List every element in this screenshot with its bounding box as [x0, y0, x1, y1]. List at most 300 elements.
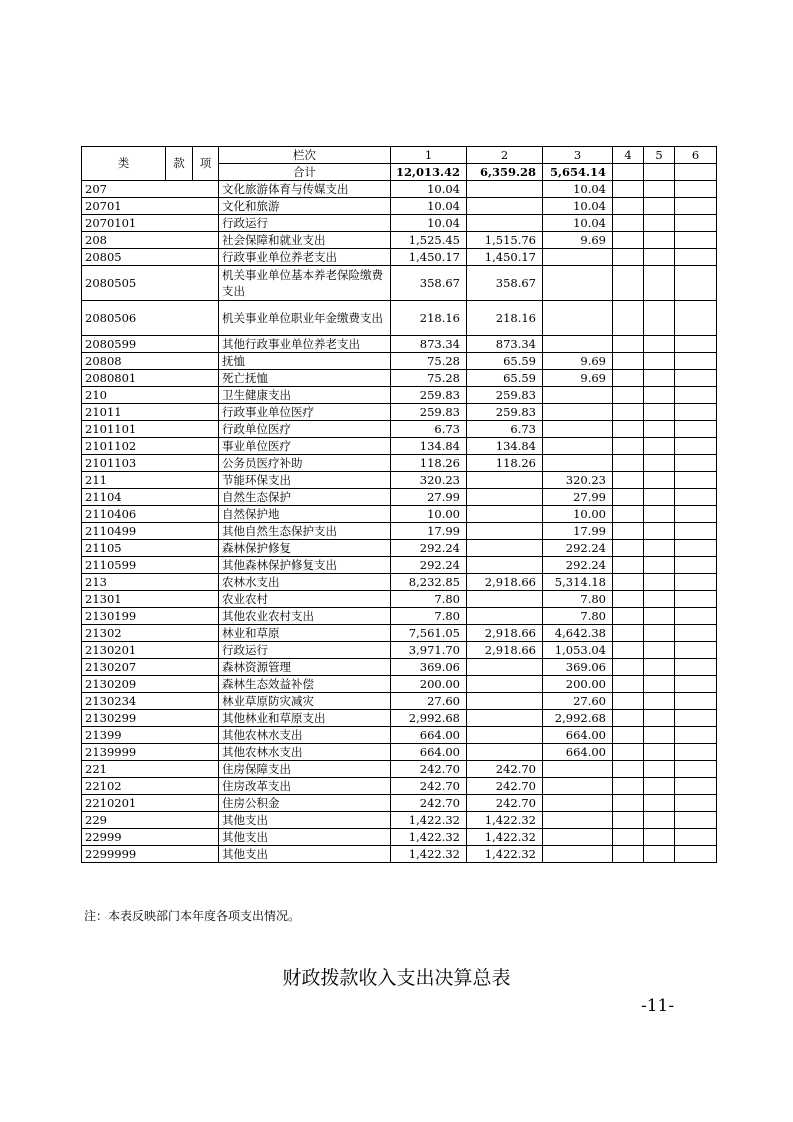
row-value-5: [644, 608, 675, 625]
row-value-2: 1,450.17: [467, 249, 543, 266]
row-value-4: [613, 778, 644, 795]
row-code: 2070101: [82, 215, 219, 232]
row-value-6: [675, 266, 717, 301]
row-value-1: 242.70: [391, 761, 467, 778]
row-value-5: [644, 625, 675, 642]
row-value-1: 320.23: [391, 472, 467, 489]
table-row: [82, 336, 717, 353]
row-value-3: [543, 846, 613, 863]
row-value-6: [675, 301, 717, 336]
row-value-1: 10.04: [391, 215, 467, 232]
row-value-6: [675, 591, 717, 608]
row-value-6: [675, 438, 717, 455]
row-value-2: 259.83: [467, 404, 543, 421]
row-value-2: 873.34: [467, 336, 543, 353]
row-value-5: [644, 659, 675, 676]
row-value-2: [467, 523, 543, 540]
row-value-1: 7.80: [391, 608, 467, 625]
row-name: 农业农村: [219, 591, 391, 608]
row-value-6: [675, 574, 717, 591]
row-value-3: 27.60: [543, 693, 613, 710]
table-row: [82, 198, 717, 215]
table-row: [82, 301, 717, 336]
row-value-3: 10.04: [543, 198, 613, 215]
row-value-5: [644, 812, 675, 829]
row-value-4: [613, 421, 644, 438]
row-value-2: [467, 506, 543, 523]
row-code: 213: [82, 574, 219, 591]
row-value-3: [543, 778, 613, 795]
row-value-5: [644, 438, 675, 455]
row-code: 21011: [82, 404, 219, 421]
row-value-2: 2,918.66: [467, 574, 543, 591]
row-code: 211: [82, 472, 219, 489]
row-value-6: [675, 523, 717, 540]
row-value-2: 242.70: [467, 778, 543, 795]
row-value-3: [543, 812, 613, 829]
table-row: [82, 455, 717, 472]
row-value-1: 664.00: [391, 744, 467, 761]
row-value-2: 65.59: [467, 353, 543, 370]
row-value-2: [467, 215, 543, 232]
row-value-6: [675, 761, 717, 778]
row-value-2: 242.70: [467, 761, 543, 778]
row-name: 节能环保支出: [219, 472, 391, 489]
row-name: 住房保障支出: [219, 761, 391, 778]
next-section-title: 财政拨款收入支出决算总表: [282, 967, 511, 989]
row-code: 229: [82, 812, 219, 829]
row-value-4: [613, 455, 644, 472]
row-name: 林业和草原: [219, 625, 391, 642]
header-col-1: 1: [391, 147, 467, 164]
row-code: 21301: [82, 591, 219, 608]
row-value-1: 218.16: [391, 301, 467, 336]
row-value-6: [675, 472, 717, 489]
row-value-6: [675, 540, 717, 557]
row-name: 死亡抚恤: [219, 370, 391, 387]
row-value-1: 10.04: [391, 181, 467, 198]
row-name: 抚恤: [219, 353, 391, 370]
table-row: [82, 249, 717, 266]
row-value-2: [467, 693, 543, 710]
row-value-2: 218.16: [467, 301, 543, 336]
row-value-5: [644, 676, 675, 693]
table-body: [82, 147, 717, 863]
row-code: 22102: [82, 778, 219, 795]
row-value-5: [644, 215, 675, 232]
row-value-4: [613, 404, 644, 421]
row-value-3: 5,314.18: [543, 574, 613, 591]
row-code: 210: [82, 387, 219, 404]
expenditure-table: [81, 146, 717, 863]
row-code: 21104: [82, 489, 219, 506]
row-code: 21399: [82, 727, 219, 744]
row-value-6: [675, 710, 717, 727]
row-value-6: [675, 353, 717, 370]
row-value-4: [613, 472, 644, 489]
row-code: 208: [82, 232, 219, 249]
row-value-1: 1,422.32: [391, 846, 467, 863]
row-value-4: [613, 557, 644, 574]
row-name: 住房公积金: [219, 795, 391, 812]
row-value-6: [675, 370, 717, 387]
row-name: 公务员医疗补助: [219, 455, 391, 472]
row-name: 其他林业和草原支出: [219, 710, 391, 727]
row-name: 其他农业农村支出: [219, 608, 391, 625]
row-value-1: 664.00: [391, 727, 467, 744]
row-value-2: [467, 198, 543, 215]
row-value-4: [613, 523, 644, 540]
row-value-5: [644, 795, 675, 812]
row-value-1: 259.83: [391, 387, 467, 404]
row-name: 森林资源管理: [219, 659, 391, 676]
row-value-5: [644, 506, 675, 523]
row-value-6: [675, 489, 717, 506]
row-value-3: 664.00: [543, 727, 613, 744]
table-row: [82, 727, 717, 744]
row-name: 其他行政事业单位养老支出: [219, 336, 391, 353]
row-value-2: 6.73: [467, 421, 543, 438]
row-value-4: [613, 693, 644, 710]
row-value-6: [675, 387, 717, 404]
table-row: [82, 744, 717, 761]
table-row: [82, 370, 717, 387]
row-value-4: [613, 301, 644, 336]
row-value-5: [644, 523, 675, 540]
row-value-2: 242.70: [467, 795, 543, 812]
row-name: 其他支出: [219, 829, 391, 846]
row-value-4: [613, 574, 644, 591]
row-value-1: 292.24: [391, 557, 467, 574]
row-value-5: [644, 198, 675, 215]
row-value-4: [613, 540, 644, 557]
header-lanci: 栏次: [219, 147, 391, 164]
row-name: 行政事业单位医疗: [219, 404, 391, 421]
row-value-4: [613, 370, 644, 387]
row-value-2: 118.26: [467, 455, 543, 472]
row-value-5: [644, 591, 675, 608]
table-row: [82, 557, 717, 574]
row-value-4: [613, 608, 644, 625]
row-code: 2101102: [82, 438, 219, 455]
table-row: [82, 642, 717, 659]
row-value-5: [644, 489, 675, 506]
row-value-6: [675, 506, 717, 523]
row-value-2: 2,918.66: [467, 625, 543, 642]
row-value-2: [467, 540, 543, 557]
row-name: 机关事业单位基本养老保险缴费支出: [219, 266, 391, 301]
row-value-2: [467, 181, 543, 198]
row-value-6: [675, 181, 717, 198]
row-value-4: [613, 232, 644, 249]
row-name: 文化和旅游: [219, 198, 391, 215]
header-col-3: 3: [543, 147, 613, 164]
header-col-2: 2: [467, 147, 543, 164]
row-value-4: [613, 846, 644, 863]
row-name: 卫生健康支出: [219, 387, 391, 404]
row-value-2: 1,422.32: [467, 812, 543, 829]
row-value-1: 259.83: [391, 404, 467, 421]
row-code: 20701: [82, 198, 219, 215]
row-value-6: [675, 404, 717, 421]
table-row: [82, 540, 717, 557]
row-value-1: 873.34: [391, 336, 467, 353]
row-value-6: [675, 676, 717, 693]
table-row: [82, 266, 717, 301]
row-value-2: [467, 489, 543, 506]
row-value-5: [644, 744, 675, 761]
total-value-4: [613, 164, 644, 181]
row-value-5: [644, 301, 675, 336]
row-value-5: [644, 693, 675, 710]
row-code: 221: [82, 761, 219, 778]
row-value-6: [675, 455, 717, 472]
row-value-1: 1,422.32: [391, 812, 467, 829]
row-value-6: [675, 846, 717, 863]
row-value-6: [675, 249, 717, 266]
row-value-3: [543, 336, 613, 353]
row-value-3: 664.00: [543, 744, 613, 761]
row-name: 行政事业单位养老支出: [219, 249, 391, 266]
row-code: 2299999: [82, 846, 219, 863]
row-value-4: [613, 710, 644, 727]
row-value-5: [644, 557, 675, 574]
table-row: [82, 812, 717, 829]
row-value-4: [613, 438, 644, 455]
row-value-2: 259.83: [467, 387, 543, 404]
row-value-1: 134.84: [391, 438, 467, 455]
row-code: 2110499: [82, 523, 219, 540]
table-row: [82, 659, 717, 676]
row-value-3: 10.00: [543, 506, 613, 523]
row-value-6: [675, 693, 717, 710]
row-value-5: [644, 710, 675, 727]
row-value-2: 358.67: [467, 266, 543, 301]
row-value-4: [613, 676, 644, 693]
row-value-6: [675, 215, 717, 232]
row-name: 森林保护修复: [219, 540, 391, 557]
row-code: 207: [82, 181, 219, 198]
row-value-4: [613, 812, 644, 829]
row-value-5: [644, 574, 675, 591]
row-value-4: [613, 215, 644, 232]
total-value-3: 5,654.14: [543, 164, 613, 181]
row-code: 20805: [82, 249, 219, 266]
row-value-3: [543, 438, 613, 455]
row-value-3: [543, 455, 613, 472]
row-value-1: 292.24: [391, 540, 467, 557]
row-value-1: 8,232.85: [391, 574, 467, 591]
table-row: [82, 387, 717, 404]
row-value-4: [613, 353, 644, 370]
row-value-3: 200.00: [543, 676, 613, 693]
row-code: 2110406: [82, 506, 219, 523]
header-col-4: 4: [613, 147, 644, 164]
row-code: 2080506: [82, 301, 219, 336]
row-code: 2130199: [82, 608, 219, 625]
row-value-1: 358.67: [391, 266, 467, 301]
row-value-4: [613, 336, 644, 353]
table-row: [82, 215, 717, 232]
row-value-1: 27.99: [391, 489, 467, 506]
row-value-6: [675, 829, 717, 846]
table-row: [82, 438, 717, 455]
row-value-3: [543, 829, 613, 846]
row-value-3: 7.80: [543, 608, 613, 625]
header-xiang: 项: [193, 147, 219, 181]
row-value-2: 65.59: [467, 370, 543, 387]
row-code: 2130207: [82, 659, 219, 676]
row-value-3: 10.04: [543, 181, 613, 198]
row-name: 其他农林水支出: [219, 727, 391, 744]
table-row: [82, 404, 717, 421]
row-value-5: [644, 387, 675, 404]
row-code: 2130209: [82, 676, 219, 693]
row-value-5: [644, 232, 675, 249]
row-value-5: [644, 846, 675, 863]
row-code: 21302: [82, 625, 219, 642]
row-value-3: 7.80: [543, 591, 613, 608]
row-value-5: [644, 778, 675, 795]
table-row: [82, 676, 717, 693]
row-value-6: [675, 727, 717, 744]
row-code: 2210201: [82, 795, 219, 812]
row-code: 2139999: [82, 744, 219, 761]
row-value-5: [644, 266, 675, 301]
row-value-2: 134.84: [467, 438, 543, 455]
row-value-3: [543, 795, 613, 812]
total-value-5: [644, 164, 675, 181]
row-name: 林业草原防灾减灾: [219, 693, 391, 710]
table-row: [82, 710, 717, 727]
row-name: 其他农林水支出: [219, 744, 391, 761]
row-value-4: [613, 659, 644, 676]
row-value-5: [644, 455, 675, 472]
row-value-4: [613, 829, 644, 846]
row-name: 自然保护地: [219, 506, 391, 523]
row-value-1: 118.26: [391, 455, 467, 472]
row-value-3: [543, 266, 613, 301]
row-value-2: [467, 591, 543, 608]
header-lei: 类: [82, 147, 166, 181]
row-value-5: [644, 404, 675, 421]
total-value-1: 12,013.42: [391, 164, 467, 181]
row-value-3: 9.69: [543, 353, 613, 370]
row-value-3: 9.69: [543, 232, 613, 249]
row-value-3: 27.99: [543, 489, 613, 506]
row-name: 住房改革支出: [219, 778, 391, 795]
table-row: [82, 591, 717, 608]
row-value-3: 292.24: [543, 557, 613, 574]
row-name: 其他支出: [219, 846, 391, 863]
row-value-4: [613, 198, 644, 215]
row-value-1: 369.06: [391, 659, 467, 676]
row-value-1: 10.04: [391, 198, 467, 215]
row-value-1: 1,525.45: [391, 232, 467, 249]
row-value-5: [644, 370, 675, 387]
table-row: [82, 608, 717, 625]
row-value-2: 2,918.66: [467, 642, 543, 659]
row-name: 行政单位医疗: [219, 421, 391, 438]
row-code: 20808: [82, 353, 219, 370]
row-value-6: [675, 336, 717, 353]
header-col-6: 6: [675, 147, 717, 164]
row-value-3: [543, 387, 613, 404]
row-value-1: 7,561.05: [391, 625, 467, 642]
row-value-1: 75.28: [391, 370, 467, 387]
row-value-2: [467, 676, 543, 693]
row-value-4: [613, 249, 644, 266]
row-value-1: 1,450.17: [391, 249, 467, 266]
row-value-1: 10.00: [391, 506, 467, 523]
row-value-1: 27.60: [391, 693, 467, 710]
table-row: [82, 795, 717, 812]
row-value-3: [543, 301, 613, 336]
table-note: 注：本表反映部门本年度各项支出情况。: [84, 909, 301, 923]
row-name: 机关事业单位职业年金缴费支出: [219, 301, 391, 336]
row-value-5: [644, 353, 675, 370]
row-value-1: 2,992.68: [391, 710, 467, 727]
row-value-6: [675, 232, 717, 249]
row-code: 2110599: [82, 557, 219, 574]
row-value-4: [613, 506, 644, 523]
row-value-3: 17.99: [543, 523, 613, 540]
row-value-4: [613, 642, 644, 659]
table-row: [82, 693, 717, 710]
row-name: 其他自然生态保护支出: [219, 523, 391, 540]
table-row: [82, 353, 717, 370]
row-name: 行政运行: [219, 642, 391, 659]
row-code: 2130234: [82, 693, 219, 710]
row-code: 21105: [82, 540, 219, 557]
row-value-6: [675, 659, 717, 676]
row-value-4: [613, 761, 644, 778]
total-value-6: [675, 164, 717, 181]
row-name: 自然生态保护: [219, 489, 391, 506]
row-value-4: [613, 489, 644, 506]
total-label: 合计: [219, 164, 391, 181]
row-value-1: 1,422.32: [391, 829, 467, 846]
row-value-1: 17.99: [391, 523, 467, 540]
row-value-5: [644, 540, 675, 557]
row-value-3: 320.23: [543, 472, 613, 489]
page-number: -11-: [641, 996, 675, 1016]
row-name: 其他森林保护修复支出: [219, 557, 391, 574]
row-code: 2130201: [82, 642, 219, 659]
row-value-5: [644, 249, 675, 266]
row-code: 2080505: [82, 266, 219, 301]
row-value-2: 1,422.32: [467, 829, 543, 846]
row-value-4: [613, 625, 644, 642]
table-row: [82, 778, 717, 795]
row-value-4: [613, 591, 644, 608]
row-name: 事业单位医疗: [219, 438, 391, 455]
row-value-6: [675, 608, 717, 625]
row-value-5: [644, 829, 675, 846]
row-name: 社会保障和就业支出: [219, 232, 391, 249]
table-row: [82, 421, 717, 438]
row-value-6: [675, 557, 717, 574]
total-value-2: 6,359.28: [467, 164, 543, 181]
table-row: [82, 574, 717, 591]
row-value-3: 292.24: [543, 540, 613, 557]
table-row: [82, 506, 717, 523]
row-value-1: 75.28: [391, 353, 467, 370]
row-value-4: [613, 795, 644, 812]
header-col-5: 5: [644, 147, 675, 164]
row-name: 行政运行: [219, 215, 391, 232]
row-value-6: [675, 198, 717, 215]
